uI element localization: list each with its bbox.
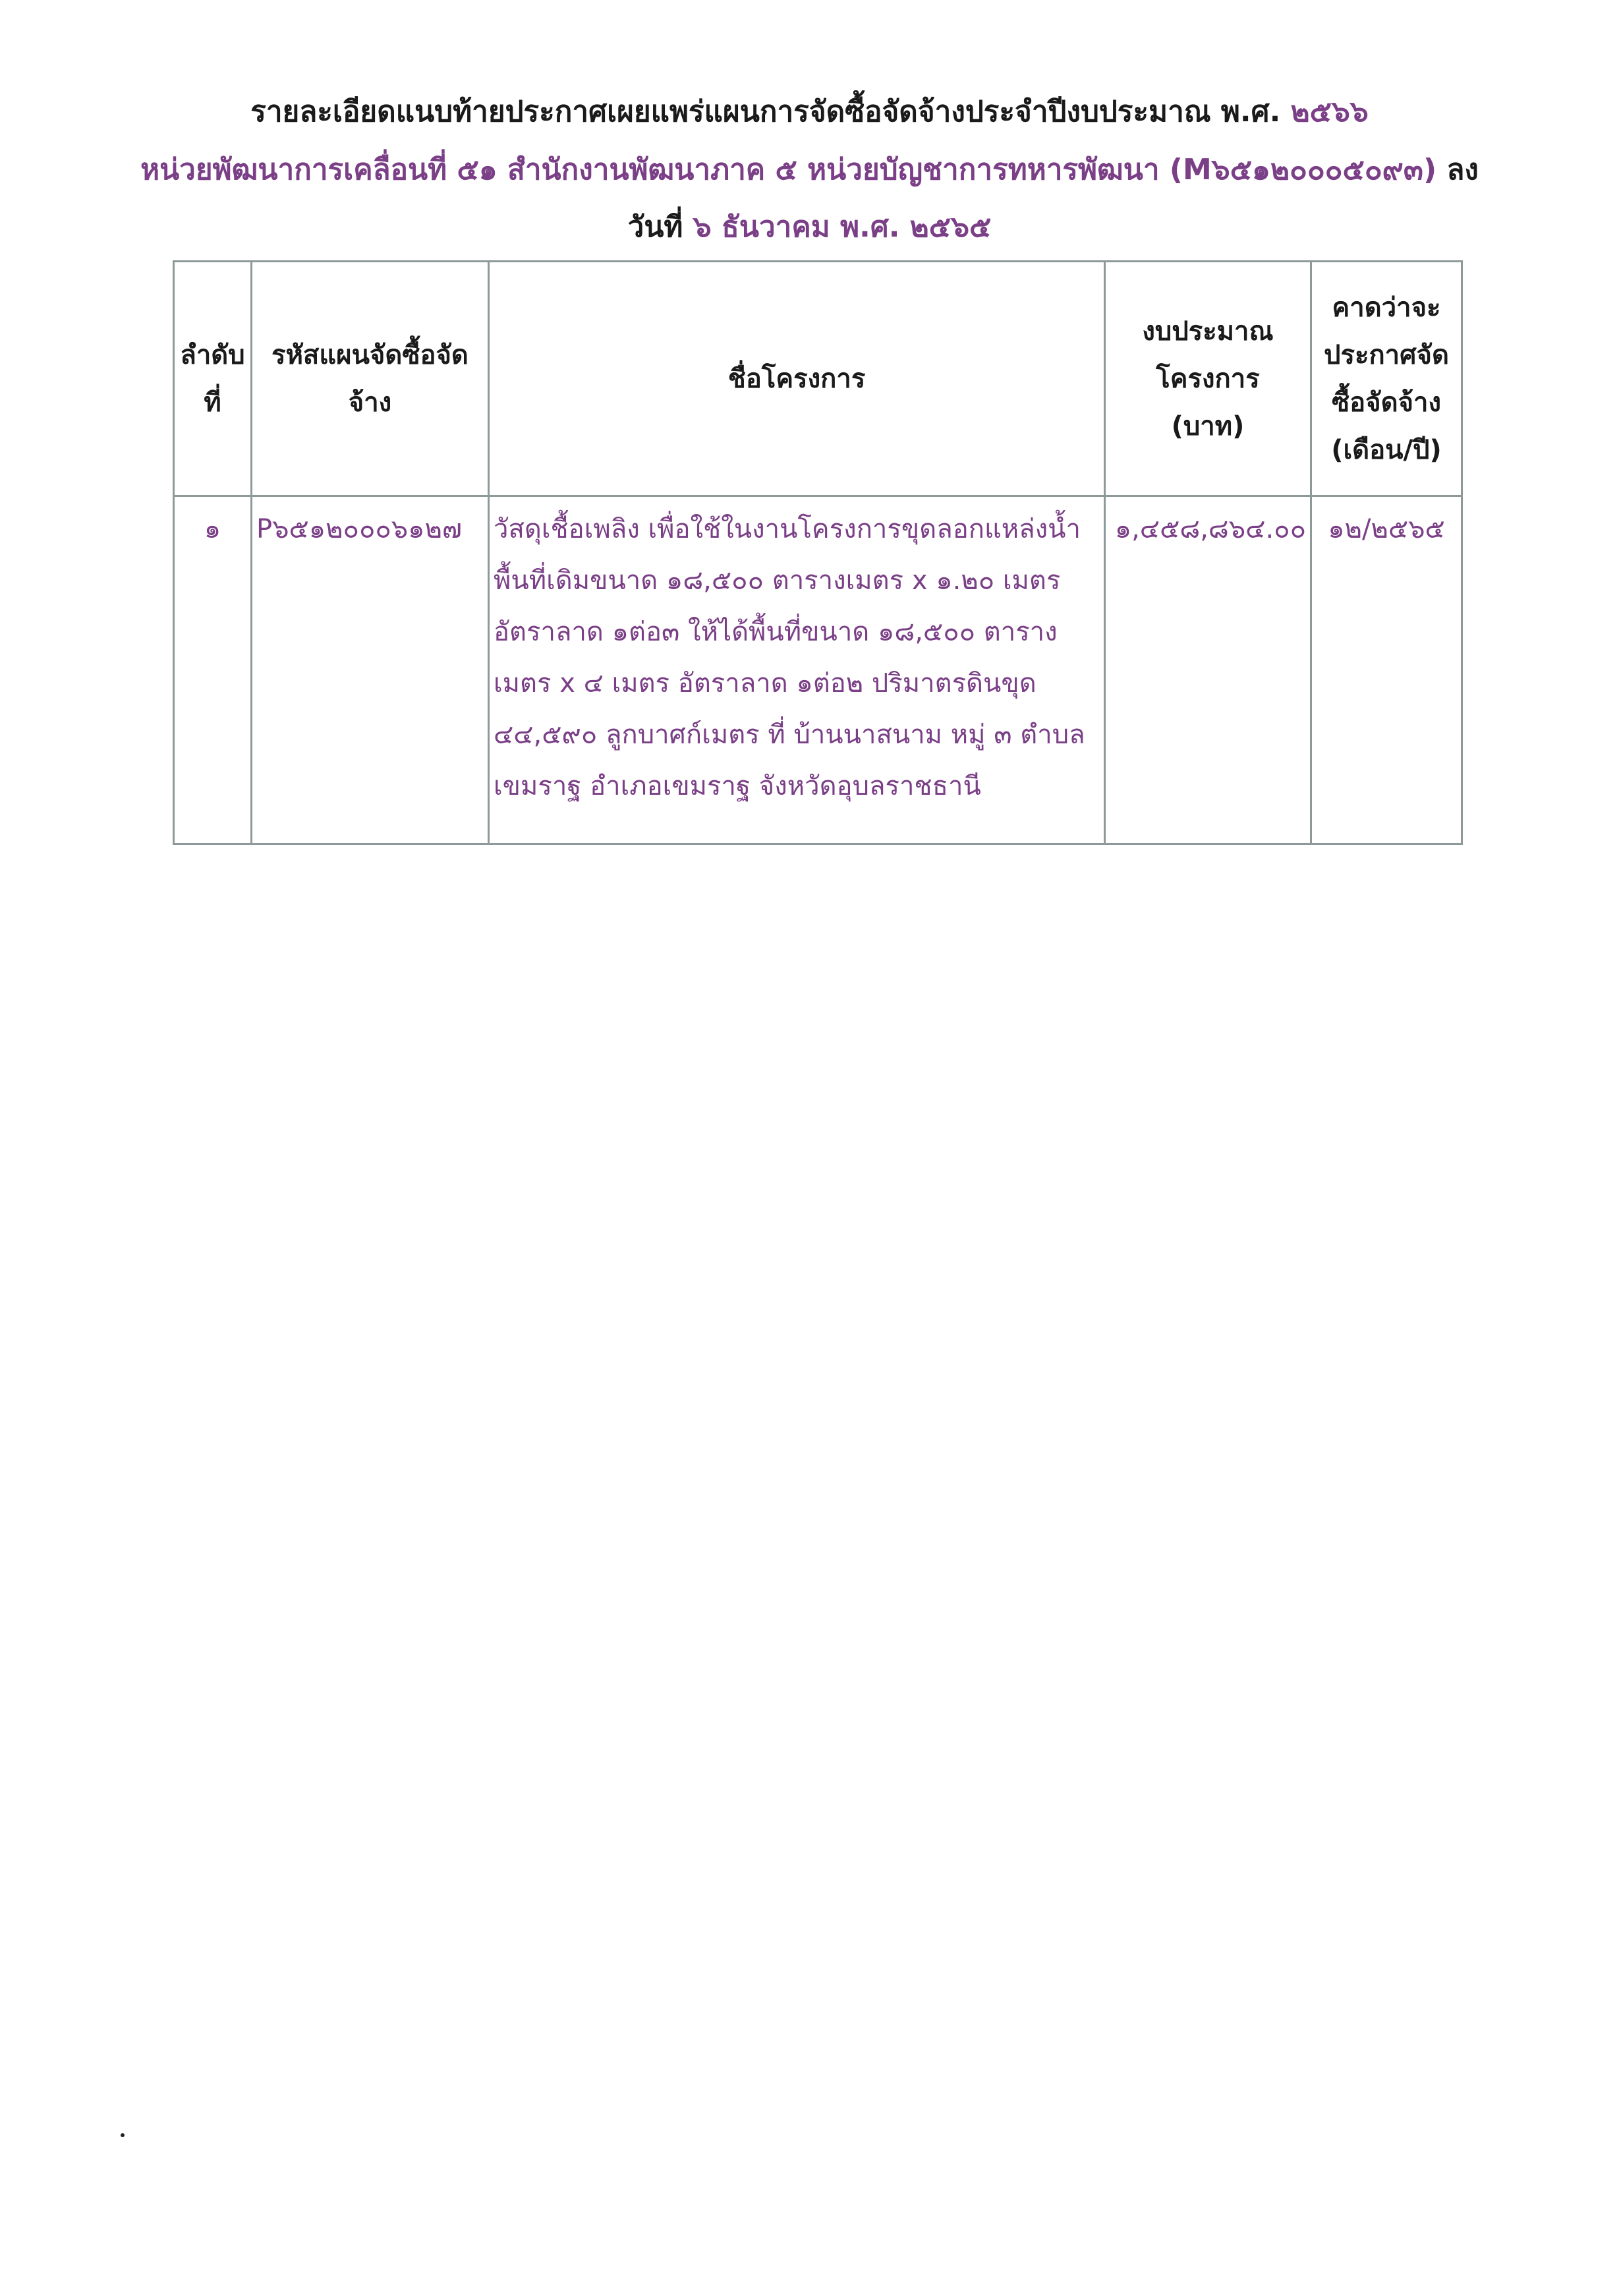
header-project-name-label: ชื่อโครงการ [727,363,866,394]
table-header-row [174,262,1462,496]
date-line [0,208,1619,247]
scan-speck [121,2133,125,2137]
agency-suffix: ลง [1446,153,1479,187]
cell-sequence: ๑ [174,496,252,844]
header-sequence [174,262,252,496]
date-prefix: วันที่ [627,210,683,244]
header-sequence-label: ลำดับที่ [180,339,245,418]
cell-plan-code: P๖๕๑๒๐๐๐๖๑๒๗ [252,496,489,844]
cell-project-name: วัสดุเชื้อเพลิง เพื่อใช้ในงานโครงการขุดลอกแหล่งน้ำพื้นที่เดิมขนาด ๑๘,๕๐๐ ตารางเมตร x ๑.๒๐ เมตร อัตราลาด ๑ต่อ๓ ให้ได้พื้นที่ขนาด ๑๘,๕๐๐ ตารางเมตร x ๔ เมตร อัตราลาด ๑ต่อ๒ ปริมาตรดินขุด ๔๔,๕๙๐ ลูกบาศก์เมตร ที่ บ้านนาสนาม หมู่ ๓ ตำบลเขมราฐ อำเภอเขมราฐ จังหวัดอุบลราชธานี [489,496,1105,844]
agency-name: หน่วยพัฒนาการเคลื่อนที่ ๕๑ สำนักงานพัฒนาภาค ๕ หน่วยบัญชาการทหารพัฒนา (M๖๕๑๒๐๐๐๕๐๙๓) [140,153,1437,187]
table-row [174,496,1462,844]
header-expected-month-label: คาดว่าจะประกาศจัดซื้อจัดจ้าง (เดือน/ปี) [1324,292,1449,465]
header-plan-code [252,262,489,496]
header-project-name [489,262,1105,496]
cell-expected-month: ๑๒/๒๕๖๕ [1311,496,1462,844]
fiscal-year: ๒๕๖๖ [1290,95,1369,129]
header-budget [1105,262,1311,496]
agency-line [0,150,1619,190]
header-expected-month [1311,262,1462,496]
procurement-plan-table [173,260,1463,845]
header-budget-label: งบประมาณโครงการ (บาท) [1142,316,1274,442]
header-plan-code-label: รหัสแผนจัดซื้อจัดจ้าง [271,339,469,418]
document-title [0,92,1619,132]
announcement-date: ๖ ธันวาคม พ.ศ. ๒๕๖๕ [693,210,992,244]
title-text: รายละเอียดแนบท้ายประกาศเผยแพร่แผนการจัดซื้อจัดจ้างประจำปีงบประมาณ พ.ศ. [250,95,1281,129]
cell-budget: ๑,๔๕๘,๘๖๔.๐๐ [1105,496,1311,844]
